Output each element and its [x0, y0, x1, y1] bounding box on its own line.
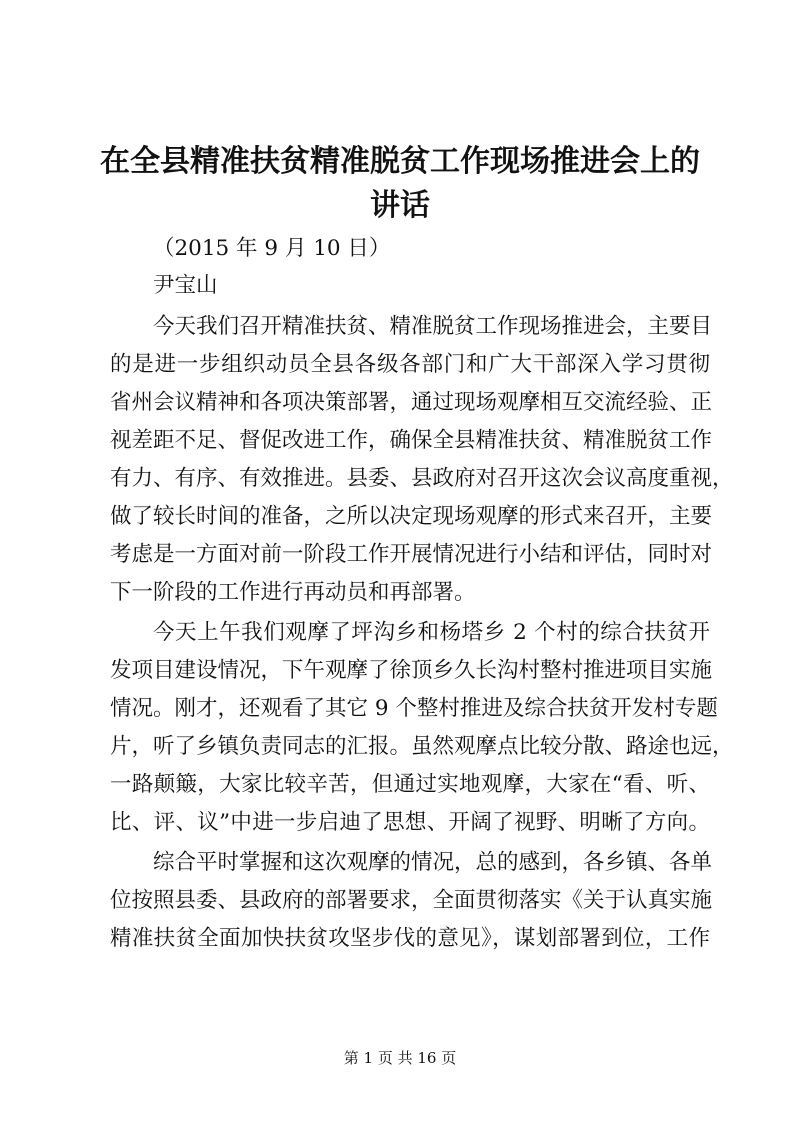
paragraph-1-line-7: 考虑是一方面对前一阶段工作开展情况进行小结和评估，同时对 — [110, 542, 713, 567]
paragraph-2-line-2: 发项目建设情况，下午观摩了徐顶乡久长沟村整村推进项目实施 — [110, 658, 713, 683]
speech-author: 尹宝山 — [153, 273, 218, 298]
paragraph-2-line-4: 片，听了乡镇负责同志的汇报。虽然观摩点比较分散、路途也远， — [110, 734, 734, 759]
paragraph-1-line-3: 省州会议精神和各项决策部署，通过现场观摩相互交流经验、正 — [110, 390, 713, 415]
paragraph-1-line-8: 下一阶段的工作进行再动员和再部署。 — [110, 580, 476, 605]
page-footer: 第 1 页 共 16 页 — [343, 1049, 457, 1067]
paragraph-1-line-6: 做了较长时间的准备，之所以决定现场观摩的形式来召开，主要 — [110, 504, 713, 529]
paragraph-2-line-5: 一路颠簸，大家比较辛苦，但通过实地观摩，大家在“看、听、 — [110, 772, 710, 797]
paragraph-3-line-3: 精准扶贫全面加快扶贫攻坚步伐的意见》，谋划部署到位，工作 — [110, 926, 710, 951]
speech-date: （2015 年 9 月 10 日） — [153, 236, 391, 261]
document-title-line-2: 讲话 — [370, 188, 430, 223]
paragraph-1-line-5: 有力、有序、有效推进。县委、县政府对召开这次会议高度重视， — [110, 466, 734, 491]
document-title-line-1: 在全县精准扶贫精准脱贫工作现场推进会上的 — [100, 144, 700, 179]
paragraph-3-line-1: 综合平时掌握和这次观摩的情况，总的感到，各乡镇、各单 — [153, 850, 713, 875]
paragraph-1-line-2: 的是进一步组织动员全县各级各部门和广大干部深入学习贯彻 — [110, 352, 710, 377]
paragraph-2-line-1: 今天上午我们观摩了坪沟乡和杨塔乡 2 个村的综合扶贫开 — [153, 620, 710, 645]
paragraph-2-line-3: 情况。刚才，还观看了其它 9 个整村推进及综合扶贫开发村专题 — [110, 696, 718, 721]
paragraph-1-line-1: 今天我们召开精准扶贫、精准脱贫工作现场推进会，主要目 — [153, 314, 713, 339]
paragraph-1-line-4: 视差距不足、督促改进工作，确保全县精准扶贫、精准脱贫工作 — [110, 428, 713, 453]
paragraph-3-line-2: 位按照县委、县政府的部署要求，全面贯彻落实《关于认真实施 — [110, 888, 713, 913]
paragraph-2-line-6: 比、评、议”中进一步启迪了思想、开阔了视野、明晰了方向。 — [110, 810, 710, 835]
